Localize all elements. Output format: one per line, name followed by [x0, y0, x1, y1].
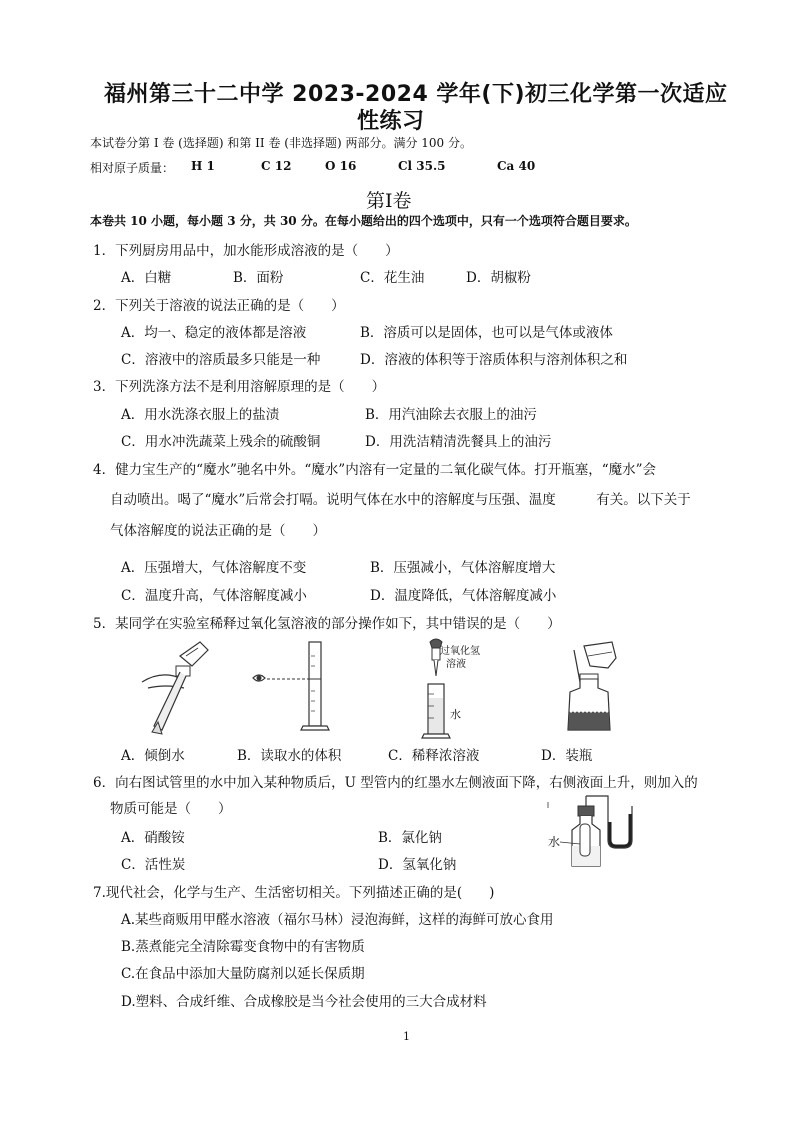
q2-stem: 2．下列关于溶液的说法正确的是（ ）	[93, 298, 345, 314]
q3-stem: 3．下列洗涤方法不是利用溶解原理的是（ ）	[93, 379, 386, 395]
section-title: 第Ⅰ卷	[366, 190, 412, 212]
q2-option-d: D．溶液的体积等于溶质体积与溶剂体积之和	[360, 352, 628, 368]
q5-option-d: D．装瓶	[541, 748, 593, 764]
q4-option-a: A．压强增大，气体溶解度不变	[121, 560, 307, 576]
q1-option-a: A．白糖	[121, 270, 172, 286]
q1-option-b: B．面粉	[233, 270, 284, 286]
q4-stem-line1: 4．健力宝生产的“魔水”驰名中外。“魔水”内溶有一定量的二氧化碳气体。打开瓶塞，“魔水”会	[93, 462, 656, 478]
q7-option-b: B.蒸煮能完全清除霉变食物中的有害物质	[121, 939, 365, 955]
q4-option-d: D．温度降低，气体溶解度减小	[370, 588, 557, 604]
figure-bottling	[560, 638, 630, 738]
atomic-mass-ca: Ca 40	[497, 159, 536, 173]
q5-option-b: B．读取水的体积	[237, 748, 342, 764]
q3-option-a: A．用水洗涤衣服上的盐渍	[121, 407, 280, 423]
q6-option-c: C．活性炭	[121, 857, 186, 873]
q7-option-c: C.在食品中添加大量防腐剂以延长保质期	[121, 966, 365, 982]
label-water-q6: 水	[548, 835, 561, 849]
q3-option-d: D．用洗洁精清洗餐具上的油污	[365, 434, 552, 450]
q4-stem-line2: 自动喷出。喝了“魔水”后常会打嗝。说明气体在水中的溶解度与压强、温度 有关。以下关于	[110, 492, 691, 508]
q1-stem: 1．下列厨房用品中，加水能形成溶液的是（ ）	[93, 243, 399, 259]
section-instruction: 本卷共 10 小题，每小题 3 分，共 30 分。在每小题给出的四个选项中，只有一个选项符合题目要求。	[90, 214, 637, 228]
q3-option-b: B．用汽油除去衣服上的油污	[365, 407, 537, 423]
label-hydrogen-peroxide-1: 过氧化氢	[440, 646, 480, 657]
q7-option-a: A.某些商贩用甲醛水溶液（福尔马林）浸泡海鲜，这样的海鲜可放心食用	[121, 912, 554, 928]
q3-option-c: C．用水冲洗蔬菜上残余的硫酸铜	[121, 434, 321, 450]
figure-pouring-water	[140, 636, 220, 736]
label-hydrogen-peroxide-2: 溶液	[446, 659, 466, 670]
atomic-mass-c: C 12	[261, 159, 292, 173]
page-title-line2: 性练习	[357, 109, 425, 134]
q6-option-b: B．氯化钠	[378, 830, 442, 846]
exam-intro: 本试卷分第 I 卷 (选择题) 和第 II 卷 (非选择题) 两部分。满分 100 分。	[90, 136, 472, 150]
figure-diluting-solution	[410, 636, 520, 740]
q2-option-b: B．溶质可以是固体，也可以是气体或液体	[360, 325, 613, 341]
label-water-c: 水	[450, 708, 461, 721]
q4-stem-line3: 气体溶解度的说法正确的是（ ）	[110, 523, 326, 539]
q6-stem-line1: 6．向右图试管里的水中加入某种物质后，U 型管内的红墨水左侧液面下降，右侧液面上升，则加入的	[93, 775, 698, 791]
q4-option-c: C．温度升高，气体溶解度减小	[121, 588, 307, 604]
q6-stem-line2: 物质可能是（ ）	[110, 801, 232, 817]
q5-option-c: C．稀释浓溶液	[388, 748, 480, 764]
page-number: 1	[403, 1030, 410, 1043]
atomic-mass-h: H 1	[191, 159, 215, 173]
q1-option-d: D．胡椒粉	[466, 270, 531, 286]
atomic-mass-o: O 16	[325, 159, 357, 173]
atomic-mass-cl: Cl 35.5	[398, 159, 446, 173]
q7-stem: 7.现代社会，化学与生产、生活密切相关。下列描述正确的是( )	[93, 885, 495, 901]
q6-option-a: A．硝酸铵	[121, 830, 185, 846]
q2-option-a: A．均一、稳定的液体都是溶液	[121, 325, 307, 341]
figure-u-tube-flask	[542, 792, 654, 870]
q4-option-b: B．压强减小，气体溶解度增大	[370, 560, 556, 576]
q2-option-c: C．溶液中的溶质最多只能是一种	[121, 352, 321, 368]
page-title-line1: 福州第三十二中学 2023-2024 学年(下)初三化学第一次适应	[104, 82, 728, 107]
q7-option-d: D.塑料、合成纤维、合成橡胶是当今社会使用的三大合成材料	[121, 994, 487, 1010]
q6-option-d: D．氢氧化钠	[378, 857, 457, 873]
q5-stem: 5．某同学在实验室稀释过氧化氢溶液的部分操作如下，其中错误的是（ ）	[93, 616, 561, 632]
atomic-mass-label: 相对原子质量：	[90, 161, 175, 175]
figure-reading-volume	[245, 636, 335, 736]
q1-option-c: C．花生油	[360, 270, 425, 286]
q5-option-a: A．倾倒水	[121, 748, 185, 764]
